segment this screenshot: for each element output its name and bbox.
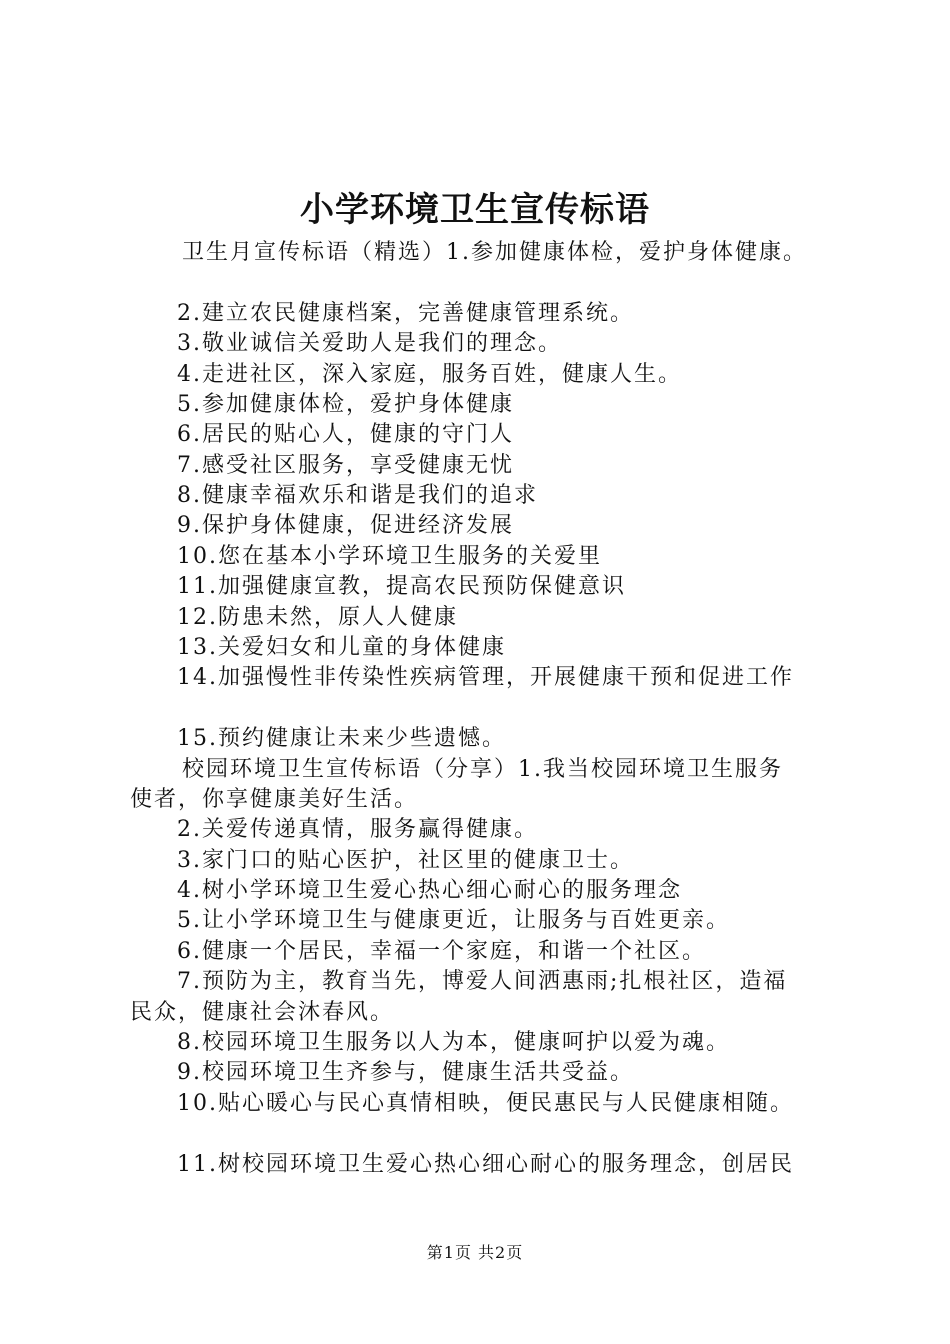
body-line: 10.贴心暖心与民心真情相映，便民惠民与人民健康相随。: [177, 1091, 794, 1116]
body-line: 3.家门口的贴心医护，社区里的健康卫士。: [177, 848, 634, 873]
body-line: 6.健康一个居民，幸福一个家庭，和谐一个社区。: [177, 939, 706, 964]
body-line: 8.健康幸福欢乐和谐是我们的追求: [177, 483, 538, 508]
body-line: 9.校园环境卫生齐参与，健康生活共受益。: [177, 1060, 634, 1085]
body-line: 2.关爱传递真情，服务赢得健康。: [177, 817, 538, 842]
body-line: 卫生月宣传标语（精选）1.参加健康体检，爱护身体健康。: [182, 240, 807, 265]
body-line: 校园环境卫生宣传标语（分享）1.我当校园环境卫生服务: [182, 757, 783, 782]
body-line: 使者，你享健康美好生活。: [130, 787, 419, 812]
body-line: 8.校园环境卫生服务以人为本，健康呵护以爱为魂。: [177, 1030, 730, 1055]
body-line: 民众，健康社会沐春风。: [130, 1000, 395, 1025]
body-line: 12.防患未然，原人人健康: [177, 605, 458, 630]
body-line: 10.您在基本小学环境卫生服务的关爱里: [177, 544, 602, 569]
body-line: 9.保护身体健康，促进经济发展: [177, 513, 514, 538]
body-line: 5.让小学环境卫生与健康更近，让服务与百姓更亲。: [177, 908, 730, 933]
body-line: 4.走进社区，深入家庭，服务百姓，健康人生。: [177, 362, 682, 387]
body-line: 5.参加健康体检，爱护身体健康: [177, 392, 514, 417]
body-line: 11.树校园环境卫生爱心热心细心耐心的服务理念，创居民: [177, 1152, 794, 1177]
body-line: 7.预防为主，教育当先，博爱人间洒惠雨;扎根社区，造福: [177, 969, 788, 994]
body-line: 4.树小学环境卫生爱心热心细心耐心的服务理念: [177, 878, 682, 903]
body-line: 3.敬业诚信关爱助人是我们的理念。: [177, 331, 562, 356]
page-footer: 第1页 共2页: [426, 1243, 524, 1262]
body-line: 11.加强健康宣教，提高农民预防保健意识: [177, 574, 626, 599]
body-line: 7.感受社区服务，享受健康无忧: [177, 453, 514, 478]
body-line: 2.建立农民健康档案，完善健康管理系统。: [177, 301, 634, 326]
body-line: 15.预约健康让未来少些遗憾。: [177, 726, 506, 751]
body-line: 6.居民的贴心人，健康的守门人: [177, 422, 514, 447]
document-title: 小学环境卫生宣传标语: [300, 190, 650, 230]
body-line: 13.关爱妇女和儿童的身体健康: [177, 635, 506, 660]
body-line: 14.加强慢性非传染性疾病管理，开展健康干预和促进工作: [177, 665, 794, 690]
